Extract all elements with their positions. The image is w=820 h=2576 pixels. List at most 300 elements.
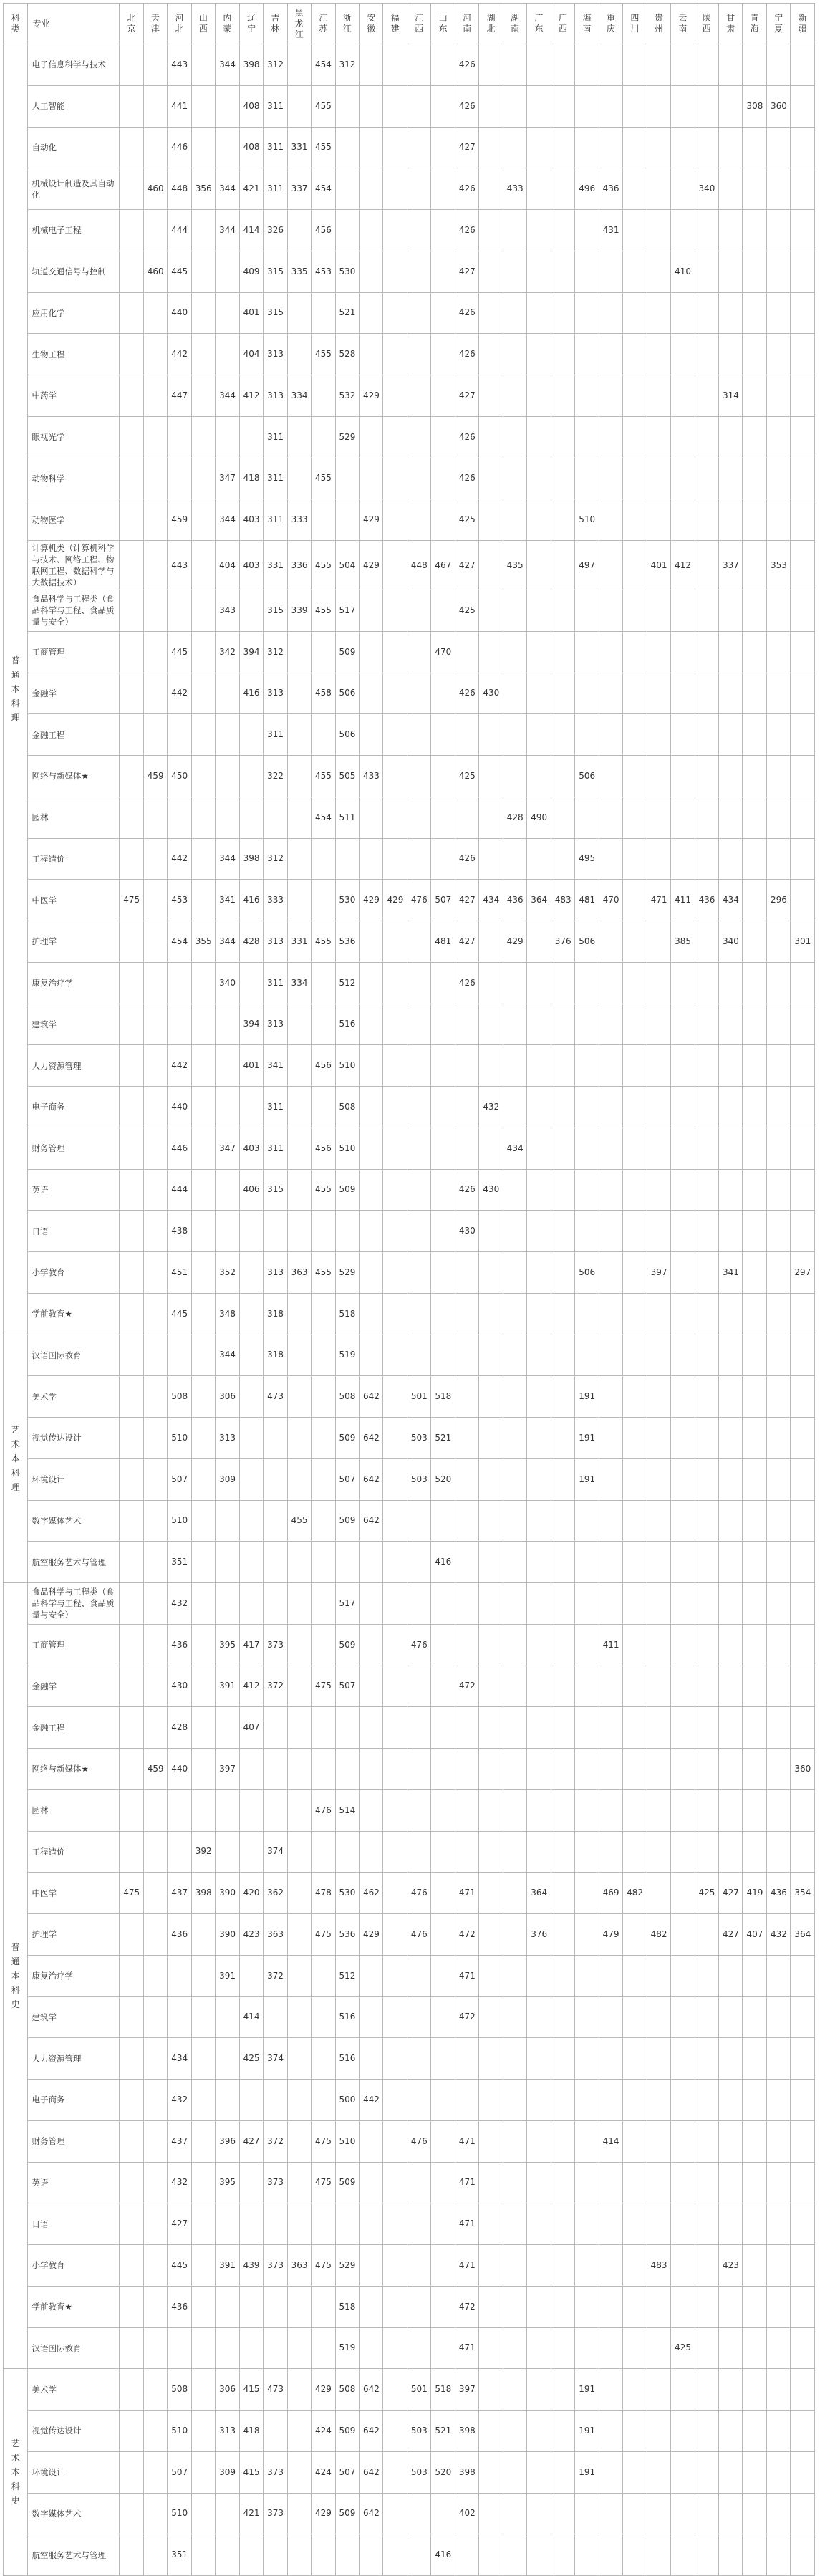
score-cell <box>575 1666 599 1707</box>
score-cell <box>191 880 215 921</box>
score-cell: 429 <box>359 541 382 590</box>
admission-score-table-container <box>3 3 815 2576</box>
score-cell <box>791 251 815 292</box>
table-row <box>4 631 815 673</box>
major-cell: 中医学 <box>28 880 120 921</box>
province-label: 辽宁 <box>246 13 256 34</box>
score-cell <box>623 962 647 1004</box>
header-province <box>239 4 263 44</box>
score-cell <box>335 210 359 251</box>
table-row <box>4 797 815 838</box>
score-cell <box>671 756 695 797</box>
score-cell <box>383 2162 407 2203</box>
score-cell: 311 <box>264 416 287 458</box>
score-cell: 436 <box>766 1873 790 1914</box>
score-cell <box>743 1045 766 1087</box>
score-cell <box>647 499 670 541</box>
score-cell <box>599 1211 622 1252</box>
score-cell <box>191 1087 215 1128</box>
score-cell <box>335 2534 359 2576</box>
score-cell <box>191 2203 215 2245</box>
score-cell <box>120 2203 143 2245</box>
score-cell: 297 <box>791 1252 815 1294</box>
score-cell <box>719 590 743 632</box>
score-cell <box>383 251 407 292</box>
score-cell <box>143 541 167 590</box>
score-cell: 481 <box>575 880 599 921</box>
score-cell <box>431 2038 455 2080</box>
score-cell <box>527 1955 551 1996</box>
score-cell <box>719 838 743 880</box>
score-cell: 385 <box>671 921 695 963</box>
score-cell <box>431 2203 455 2245</box>
score-cell <box>503 2451 526 2493</box>
score-cell: 311 <box>264 1087 287 1128</box>
score-cell <box>191 1789 215 1831</box>
score-cell <box>743 1335 766 1376</box>
province-label: 浙江 <box>342 13 352 34</box>
score-cell <box>791 541 815 590</box>
score-cell <box>719 2369 743 2411</box>
score-cell <box>359 334 382 375</box>
score-cell: 458 <box>312 673 335 714</box>
score-cell <box>766 2369 790 2411</box>
score-cell <box>120 2162 143 2203</box>
score-cell <box>216 673 239 714</box>
header-major: 专业 <box>28 4 120 44</box>
score-cell <box>287 2120 311 2162</box>
score-cell: 426 <box>455 334 478 375</box>
score-cell <box>743 962 766 1004</box>
score-cell <box>623 416 647 458</box>
score-cell <box>766 1542 790 1583</box>
score-cell: 306 <box>216 1376 239 1418</box>
score-cell <box>407 334 430 375</box>
score-cell <box>791 590 815 632</box>
score-cell <box>743 2038 766 2080</box>
score-cell: 455 <box>312 756 335 797</box>
score-cell <box>216 85 239 127</box>
score-cell: 509 <box>335 2162 359 2203</box>
score-cell: 360 <box>766 85 790 127</box>
score-cell <box>383 1583 407 1625</box>
score-cell <box>527 1335 551 1376</box>
score-cell <box>143 334 167 375</box>
score-cell <box>455 797 478 838</box>
score-cell <box>239 1293 263 1335</box>
score-cell <box>551 797 574 838</box>
major-cell: 轨道交通信号与控制 <box>28 251 120 292</box>
score-cell <box>791 838 815 880</box>
score-cell <box>791 2162 815 2203</box>
score-cell <box>695 292 718 334</box>
score-cell <box>168 714 191 756</box>
score-cell: 309 <box>216 2451 239 2493</box>
score-cell <box>671 1335 695 1376</box>
score-cell <box>599 2534 622 2576</box>
score-cell: 425 <box>695 1873 718 1914</box>
score-cell <box>671 797 695 838</box>
score-cell <box>719 756 743 797</box>
score-cell: 390 <box>216 1873 239 1914</box>
score-cell <box>407 1128 430 1169</box>
score-cell: 415 <box>239 2451 263 2493</box>
score-cell <box>671 1624 695 1666</box>
score-cell <box>191 1666 215 1707</box>
score-cell: 454 <box>312 168 335 210</box>
score-cell <box>359 1542 382 1583</box>
score-cell <box>766 838 790 880</box>
score-cell <box>671 85 695 127</box>
table-row <box>4 1996 815 2038</box>
score-cell <box>719 1500 743 1542</box>
score-cell <box>719 2451 743 2493</box>
score-cell <box>431 44 455 86</box>
score-cell <box>216 2534 239 2576</box>
score-cell <box>719 631 743 673</box>
score-cell <box>216 127 239 168</box>
score-cell <box>120 1128 143 1169</box>
score-cell: 471 <box>455 1873 478 1914</box>
score-cell <box>551 1376 574 1418</box>
table-row <box>4 756 815 797</box>
score-cell <box>407 1583 430 1625</box>
score-cell <box>431 962 455 1004</box>
score-cell <box>695 1955 718 1996</box>
score-cell <box>264 2080 287 2121</box>
score-cell <box>191 1004 215 1045</box>
score-cell <box>431 1004 455 1045</box>
score-cell <box>791 1335 815 1376</box>
score-cell <box>407 797 430 838</box>
score-cell <box>479 1128 503 1169</box>
score-cell <box>120 1418 143 1459</box>
score-cell: 404 <box>216 541 239 590</box>
score-cell <box>575 1831 599 1873</box>
score-cell <box>143 1873 167 1914</box>
score-cell <box>671 1831 695 1873</box>
score-cell: 354 <box>791 1873 815 1914</box>
header-province <box>287 4 311 44</box>
score-cell: 416 <box>239 880 263 921</box>
score-cell <box>527 2493 551 2534</box>
score-cell <box>551 1789 574 1831</box>
score-cell <box>312 1500 335 1542</box>
score-cell <box>527 838 551 880</box>
score-cell <box>312 1004 335 1045</box>
score-cell <box>407 2245 430 2287</box>
score-cell <box>431 1293 455 1335</box>
score-cell <box>551 1749 574 1790</box>
score-cell: 344 <box>216 44 239 86</box>
score-cell <box>503 673 526 714</box>
score-cell: 306 <box>216 2369 239 2411</box>
score-cell <box>647 85 670 127</box>
score-cell <box>575 127 599 168</box>
score-cell: 439 <box>239 2245 263 2287</box>
score-cell: 427 <box>239 2120 263 2162</box>
header-province <box>647 4 670 44</box>
score-cell: 401 <box>239 1045 263 1087</box>
score-cell <box>143 2080 167 2121</box>
score-cell <box>551 2120 574 2162</box>
major-cell: 数字媒体艺术 <box>28 1500 120 1542</box>
score-cell <box>503 1996 526 2038</box>
score-cell <box>191 1128 215 1169</box>
score-cell <box>191 1955 215 1996</box>
score-cell <box>647 1458 670 1500</box>
score-cell: 341 <box>264 1045 287 1087</box>
score-cell: 455 <box>312 127 335 168</box>
score-cell <box>335 499 359 541</box>
score-cell: 444 <box>168 1169 191 1211</box>
score-cell: 403 <box>239 541 263 590</box>
score-cell <box>216 1542 239 1583</box>
table-row <box>4 1128 815 1169</box>
score-cell <box>551 375 574 417</box>
score-cell <box>479 2493 503 2534</box>
score-cell: 313 <box>264 921 287 963</box>
score-cell <box>647 1542 670 1583</box>
score-cell <box>431 2286 455 2327</box>
score-cell: 455 <box>312 1169 335 1211</box>
score-cell <box>623 880 647 921</box>
score-cell <box>766 44 790 86</box>
score-cell <box>383 1624 407 1666</box>
score-cell <box>743 1500 766 1542</box>
score-cell <box>551 1128 574 1169</box>
score-cell: 520 <box>431 1458 455 1500</box>
score-cell: 311 <box>264 127 287 168</box>
score-cell: 402 <box>455 2493 478 2534</box>
score-cell: 407 <box>743 1914 766 1956</box>
score-cell <box>191 1914 215 1956</box>
score-cell <box>312 1376 335 1418</box>
score-cell <box>216 2038 239 2080</box>
score-cell: 347 <box>216 1128 239 1169</box>
score-cell <box>359 1996 382 2038</box>
category-cell <box>4 1335 28 1583</box>
score-cell <box>719 2534 743 2576</box>
score-cell <box>623 1955 647 1996</box>
score-cell <box>575 1211 599 1252</box>
table-row <box>4 499 815 541</box>
province-label: 福建 <box>390 13 400 34</box>
score-cell <box>766 1045 790 1087</box>
score-cell <box>479 1293 503 1335</box>
score-cell <box>264 1542 287 1583</box>
score-cell <box>575 590 599 632</box>
score-cell: 373 <box>264 2493 287 2534</box>
score-cell <box>575 458 599 499</box>
score-cell <box>791 458 815 499</box>
score-cell <box>359 1211 382 1252</box>
score-cell <box>575 1873 599 1914</box>
score-cell <box>527 631 551 673</box>
score-cell: 301 <box>791 921 815 963</box>
score-cell <box>551 2493 574 2534</box>
score-cell <box>743 1211 766 1252</box>
score-cell <box>359 1293 382 1335</box>
score-cell: 423 <box>239 1914 263 1956</box>
province-label: 海南 <box>582 13 592 34</box>
score-cell <box>120 1500 143 1542</box>
score-cell <box>647 1211 670 1252</box>
score-cell <box>575 2203 599 2245</box>
province-label: 贵州 <box>654 13 663 34</box>
score-cell <box>383 1873 407 1914</box>
score-cell <box>407 2162 430 2203</box>
score-cell <box>551 44 574 86</box>
score-cell <box>479 1831 503 1873</box>
score-cell: 508 <box>335 1087 359 1128</box>
score-cell <box>359 1087 382 1128</box>
score-cell <box>695 590 718 632</box>
score-cell <box>359 590 382 632</box>
score-cell <box>671 458 695 499</box>
score-cell <box>743 838 766 880</box>
score-cell <box>791 2203 815 2245</box>
score-cell: 509 <box>335 1418 359 1459</box>
score-cell <box>695 1500 718 1542</box>
score-cell <box>479 1004 503 1045</box>
score-cell <box>383 2203 407 2245</box>
score-cell <box>551 1996 574 2038</box>
score-cell <box>143 416 167 458</box>
score-cell <box>479 797 503 838</box>
score-cell <box>551 2286 574 2327</box>
score-cell <box>743 2327 766 2369</box>
score-cell <box>287 1955 311 1996</box>
score-cell <box>335 127 359 168</box>
score-cell <box>359 921 382 963</box>
score-cell <box>383 499 407 541</box>
score-cell <box>766 1376 790 1418</box>
score-cell <box>527 2245 551 2287</box>
score-cell <box>695 1169 718 1211</box>
score-cell <box>695 797 718 838</box>
score-cell <box>479 541 503 590</box>
score-cell <box>551 2038 574 2080</box>
score-cell <box>287 797 311 838</box>
score-cell <box>359 127 382 168</box>
score-cell: 536 <box>335 921 359 963</box>
score-cell: 459 <box>143 756 167 797</box>
table-row <box>4 838 815 880</box>
score-cell <box>719 1666 743 1707</box>
score-cell: 313 <box>216 2411 239 2452</box>
score-cell: 318 <box>264 1293 287 1335</box>
score-cell: 476 <box>312 1789 335 1831</box>
score-cell: 426 <box>455 458 478 499</box>
table-row <box>4 85 815 127</box>
score-cell <box>527 1004 551 1045</box>
score-cell <box>264 2534 287 2576</box>
score-cell <box>143 880 167 921</box>
score-cell <box>120 921 143 963</box>
score-cell <box>719 1169 743 1211</box>
score-cell: 433 <box>503 168 526 210</box>
score-cell: 475 <box>312 1666 335 1707</box>
score-cell <box>599 631 622 673</box>
header-province <box>455 4 478 44</box>
table-row <box>4 1004 815 1045</box>
score-cell <box>143 921 167 963</box>
header-province <box>168 4 191 44</box>
score-cell <box>239 1211 263 1252</box>
table-row <box>4 1914 815 1956</box>
score-cell <box>287 631 311 673</box>
score-cell: 471 <box>455 2327 478 2369</box>
score-cell <box>671 1045 695 1087</box>
major-cell: 人力资源管理 <box>28 1045 120 1087</box>
table-row <box>4 921 815 963</box>
score-cell <box>527 292 551 334</box>
score-cell: 467 <box>431 541 455 590</box>
score-cell <box>575 210 599 251</box>
score-cell <box>407 962 430 1004</box>
score-cell <box>191 210 215 251</box>
major-cell: 航空服务艺术与管理 <box>28 1542 120 1583</box>
score-cell <box>383 2411 407 2452</box>
score-cell <box>551 838 574 880</box>
score-cell: 434 <box>719 880 743 921</box>
score-cell <box>695 541 718 590</box>
major-cell: 小学教育 <box>28 1252 120 1294</box>
score-cell <box>671 1293 695 1335</box>
score-cell <box>431 673 455 714</box>
score-cell: 426 <box>455 838 478 880</box>
major-cell: 园林 <box>28 1789 120 1831</box>
score-cell <box>407 2534 430 2576</box>
score-cell <box>287 2080 311 2121</box>
score-cell <box>599 838 622 880</box>
score-cell <box>623 1418 647 1459</box>
score-cell: 423 <box>719 2245 743 2287</box>
score-cell <box>575 2038 599 2080</box>
score-cell <box>719 714 743 756</box>
score-cell: 331 <box>287 127 311 168</box>
score-cell: 363 <box>287 1252 311 1294</box>
score-cell <box>143 1624 167 1666</box>
score-cell <box>743 1128 766 1169</box>
score-cell <box>647 334 670 375</box>
score-cell <box>599 921 622 963</box>
score-cell: 510 <box>168 2411 191 2452</box>
score-cell <box>407 458 430 499</box>
score-cell <box>239 590 263 632</box>
major-cell: 汉语国际教育 <box>28 1335 120 1376</box>
score-cell: 347 <box>216 458 239 499</box>
score-cell <box>407 1955 430 1996</box>
score-cell <box>239 2080 263 2121</box>
score-cell: 455 <box>312 85 335 127</box>
header-province <box>791 4 815 44</box>
score-cell: 351 <box>168 1542 191 1583</box>
score-cell: 427 <box>455 251 478 292</box>
score-cell <box>216 1789 239 1831</box>
score-cell: 476 <box>407 1624 430 1666</box>
score-cell <box>575 251 599 292</box>
score-cell: 340 <box>695 168 718 210</box>
score-cell <box>479 2534 503 2576</box>
score-cell <box>216 416 239 458</box>
score-cell <box>743 292 766 334</box>
score-cell: 530 <box>335 1873 359 1914</box>
score-cell: 428 <box>503 797 526 838</box>
score-cell: 334 <box>287 375 311 417</box>
score-cell <box>455 1542 478 1583</box>
